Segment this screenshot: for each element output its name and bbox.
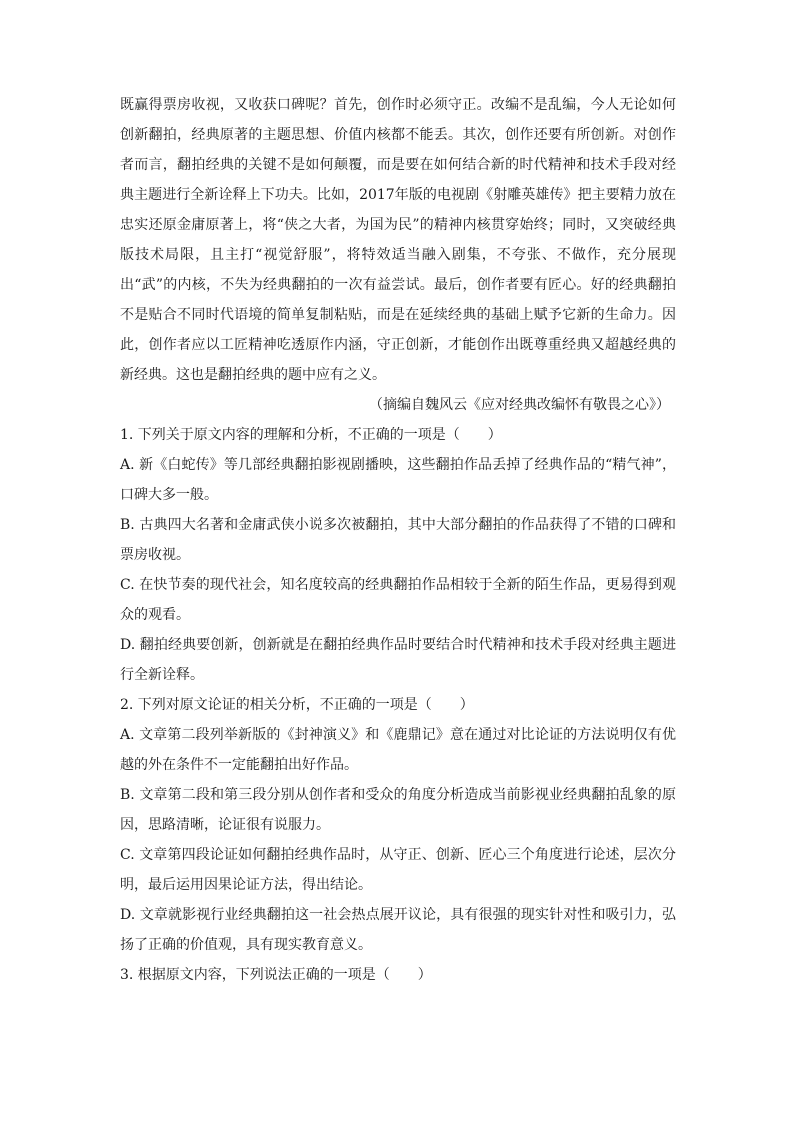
question-1-option-d: D. 翻拍经典要创新，创新就是在翻拍经典作品时要结合时代精神和技术手段对经典主题进行全新诠释。 (120, 637, 676, 683)
question-2-stem: 2. 下列对原文论证的相关分析，不正确的一项是（ ） (120, 697, 474, 713)
question-3-stem: 3. 根据原文内容，下列说法正确的一项是（ ） (120, 967, 432, 983)
question-1-option-a: A. 新《白蛇传》等几部经典翻拍影视剧播映，这些翻拍作品丢掉了经典作品的“精气神”，口碑大多一般。 (120, 457, 676, 503)
question-1-option-c: C. 在快节奏的现代社会，知名度较高的经典翻拍作品相较于全新的陌生作品，更易得到观众的观看。 (120, 577, 676, 623)
question-2-option-d: D. 文章就影视行业经典翻拍这一社会热点展开议论，具有很强的现实针对性和吸引力，弘扬了正确的价值观，具有现实教育意义。 (120, 907, 676, 953)
question-2-option-b: B. 文章第二段和第三段分别从创作者和受众的角度分析造成当前影视业经典翻拍乱象的原因，思路清晰，论证很有说服力。 (120, 787, 676, 833)
document-page (120, 90, 676, 990)
question-2-option-a: A. 文章第二段列举新版的《封神演义》和《鹿鼎记》意在通过对比论证的方法说明仅有优越的外在条件不一定能翻拍出好作品。 (120, 727, 676, 773)
article-body: 既赢得票房收视，又收获口碑呢？首先，创作时必须守正。改编不是乱编，今人无论如何创新翻拍，经典原著的主题思想、价值内核都不能丢。其次，创作还要有所创新。对创作者而言，翻拍经典的关键不是如何颠覆，而是要在如何结合新的时代精神和技术手段对经典主题进行全新诠释上下功夫。比如，2017年版的电视剧《射雕英雄传》把主要精力放在忠实还原金庸原著上，将“侠之大者，为国为民”的精神内核贯穿始终；同时，又突破经典版技术局限，且主打“视觉舒服”，将特效适当融入剧集，不夸张、不做作，充分展现出“武”的内核，不失为经典翻拍的一次有益尝试。最后，创作者要有匠心。好的经典翻拍不是贴合不同时代语境的简单复制粘贴，而是在延续经典的基础上赋予它新的生命力。因此，创作者应以工匠精神吃透原作内涵，守正创新，才能创作出既尊重经典又超越经典的新经典。这也是翻拍经典的题中应有之义。 (120, 97, 676, 383)
article-source: （摘编自魏风云《应对经典改编怀有敬畏之心》） (369, 397, 670, 413)
question-1-option-b: B. 古典四大名著和金庸武侠小说多次被翻拍，其中大部分翻拍的作品获得了不错的口碑和票房收视。 (120, 517, 676, 563)
question-2-option-c: C. 文章第四段论证如何翻拍经典作品时，从守正、创新、匠心三个角度进行论述，层次分明，最后运用因果论证方法，得出结论。 (120, 847, 676, 893)
question-1-stem: 1. 下列关于原文内容的理解和分析，不正确的一项是（ ） (120, 427, 502, 443)
